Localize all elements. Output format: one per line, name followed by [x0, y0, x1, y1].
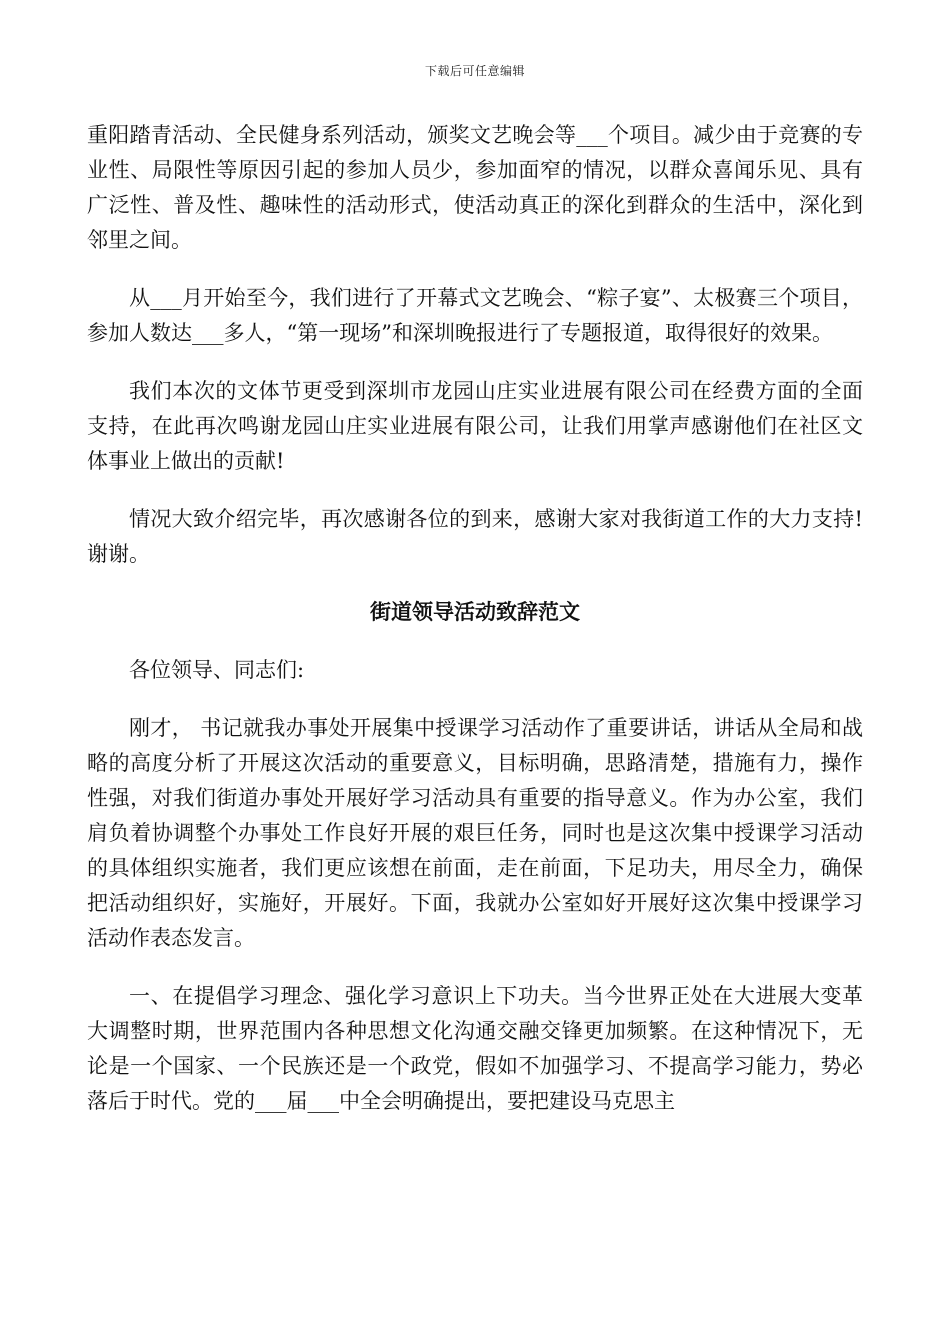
paragraph: 一、在提倡学习理念、强化学习意识上下功夫。当今世界正处在大进展大变革大调整时期，世界范围内各种思想文化沟通交融交锋更加频繁。在这种情况下，无论是一个国家、一个民族还是一个政党，假如不加强学习、不提高学习能力，势必落后于时代。党的___届___中全会明确提出，要把建设马克思主 — [87, 984, 863, 1113]
document-body — [87, 118, 863, 1142]
paragraph: 从___月开始至今，我们进行了开幕式文艺晚会、“粽子宴”、太极赛三个项目，参加人数达___多人，“第一现场”和深圳晚报进行了专题报道，取得很好的效果。 — [87, 286, 863, 345]
paragraph: 我们本次的文体节更受到深圳市龙园山庄实业进展有限公司在经费方面的全面支持，在此再次鸣谢龙园山庄实业进展有限公司，让我们用掌声感谢他们在社区文体事业上做出的贡献! — [87, 379, 863, 473]
paragraph: 重阳踏青活动、全民健身系列活动，颁奖文艺晚会等___个项目。减少由于竞赛的专业性、局限性等原因引起的参加人员少，参加面窄的情况，以群众喜闻乐见、具有广泛性、普及性、趣味性的活动形式，使活动真正的深化到群众的生活中，深化到邻里之间。 — [87, 123, 863, 252]
salutation: 各位领导、同志们: — [129, 658, 305, 682]
paragraph: 情况大致介绍完毕，再次感谢各位的到来，感谢大家对我街道工作的大力支持!谢谢。 — [87, 507, 863, 566]
page-header: 下载后可任意编辑 — [424, 64, 525, 78]
section-title: 街道领导活动致辞范文 — [370, 600, 580, 624]
paragraph: 刚才， 书记就我办事处开展集中授课学习活动作了重要讲话，讲话从全局和战略的高度分析了开展这次活动的重要意义，目标明确，思路清楚，措施有力，操作性强，对我们街道办事处开展好学习活动具有重要的指导意义。作为办公室，我们肩负着协调整个办事处工作良好开展的艰巨任务，同时也是这次集中授课学习活动的具体组织实施者，我们更应该想在前面，走在前面，下足功夫，用尽全力，确保把活动组织好，实施好，开展好。下面，我就办公室如好开展好这次集中授课学习活动作表态发言。 — [87, 716, 863, 950]
